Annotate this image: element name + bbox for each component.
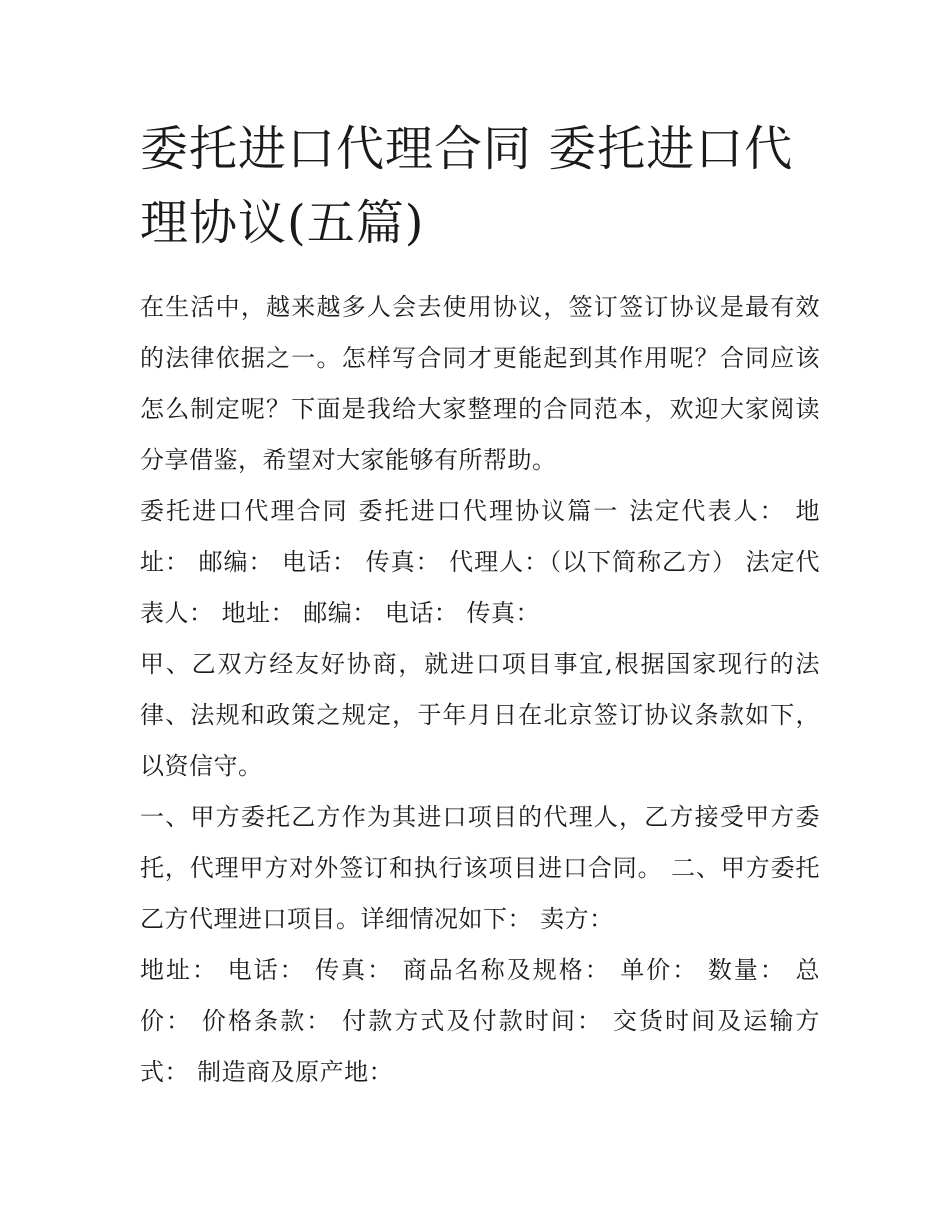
paragraph-clause-one-two: 一、甲方委托乙方作为其进口项目的代理人，乙方接受甲方委托，代理甲方对外签订和执行该项目进口合同。 二、甲方委托乙方代理进口项目。详细情况如下： 卖方：: [140, 803, 820, 933]
document-page: [140, 112, 820, 1098]
paragraph-parties: 委托进口代理合同 委托进口代理协议篇一 法定代表人： 地址： 邮编： 电话： 传真： 代理人：（以下简称乙方） 法定代表人： 地址： 邮编： 电话： 传真：: [140, 497, 820, 627]
paragraph-intro: 在生活中，越来越多人会去使用协议，签订签订协议是最有效的法律依据之一。怎样写合同才更能起到其作用呢？合同应该怎么制定呢？下面是我给大家整理的合同范本，欢迎大家阅读分享借鉴，希望对大家能够有所帮助。: [140, 293, 820, 474]
paragraph-product-details: 地址： 电话： 传真： 商品名称及规格： 单价： 数量： 总价： 价格条款： 付款方式及付款时间： 交货时间及运输方式： 制造商及原产地：: [140, 956, 820, 1086]
paragraph-agreement: 甲、乙双方经友好协商，就进口项目事宜,根据国家现行的法律、法规和政策之规定，于年月日在北京签订协议条款如下，以资信守。: [140, 650, 820, 780]
document-title: 委托进口代理合同 委托进口代理协议(五篇): [140, 121, 794, 251]
